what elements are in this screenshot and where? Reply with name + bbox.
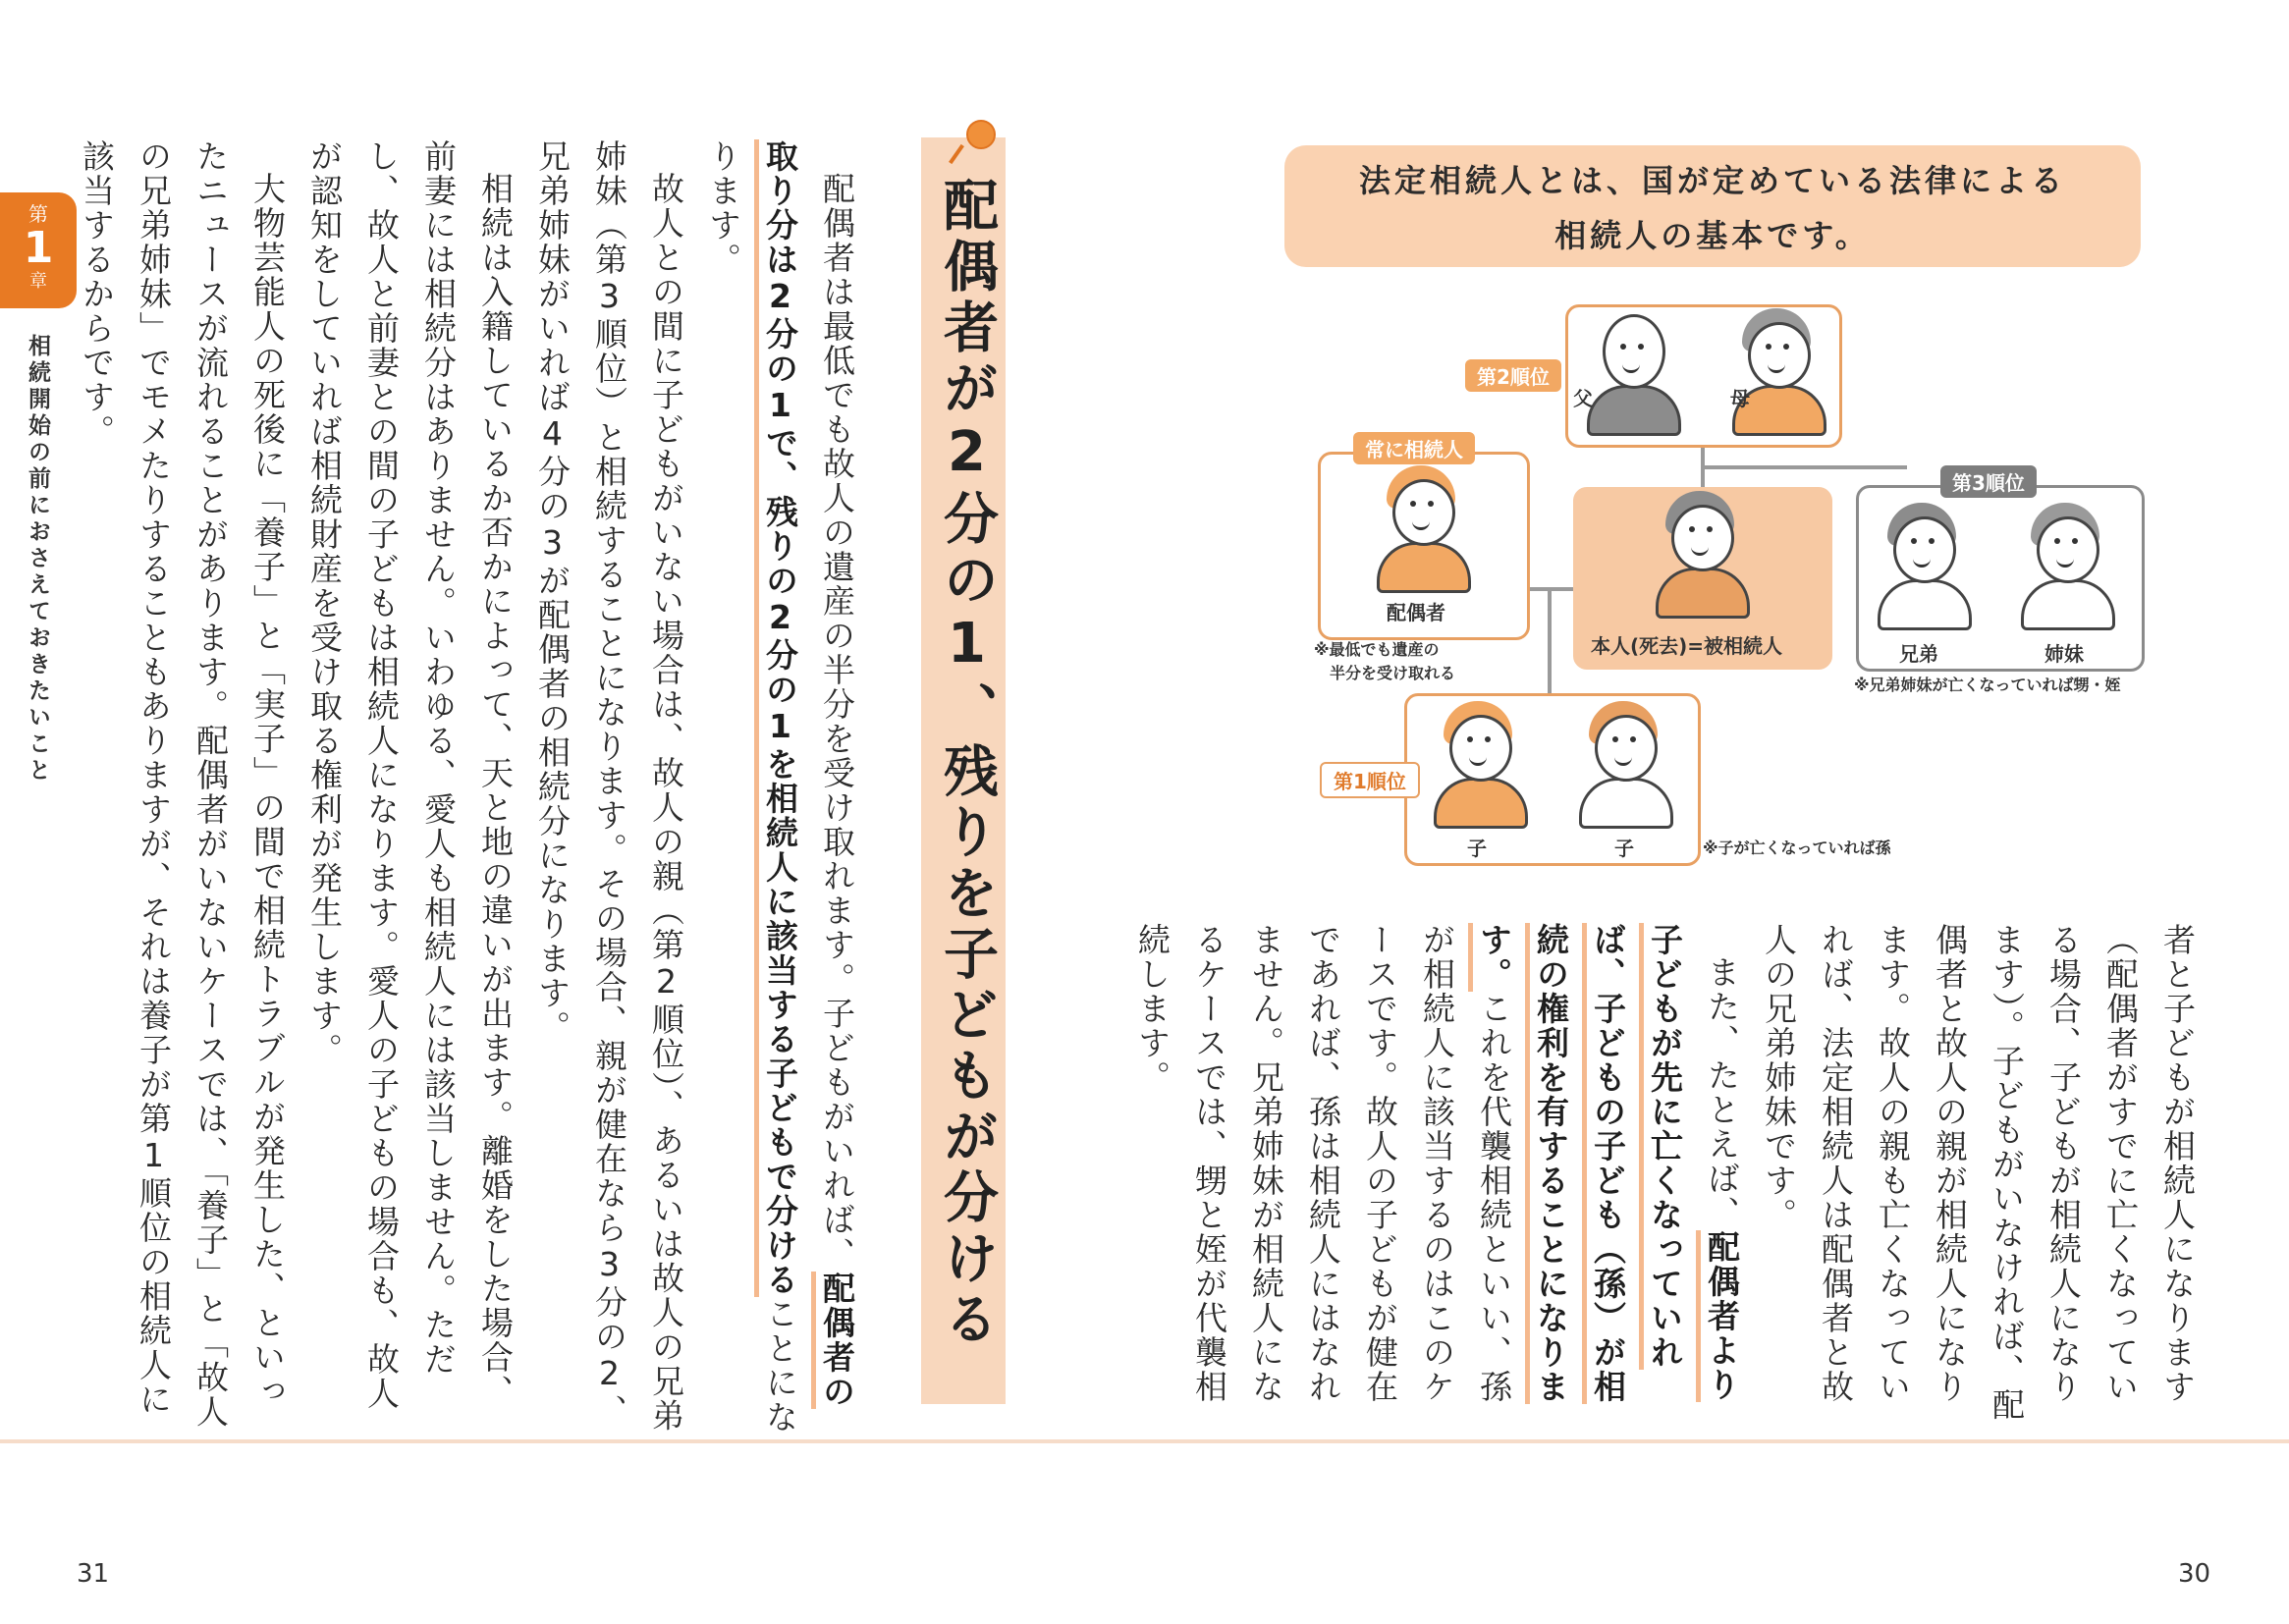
child-2-label: 子: [1614, 837, 1634, 860]
mother-illustration: [1732, 314, 1821, 432]
chapter-suffix: 章: [29, 271, 47, 292]
banner-line-1: 法定相続人とは、国が定めている法律による: [1358, 162, 2066, 199]
father-label: 父: [1573, 387, 1593, 410]
child-2-illustration: [1579, 707, 1667, 825]
always-heir-tag: 常に相続人: [1353, 432, 1475, 464]
banner-line-2: 相続人の基本です。: [1554, 217, 1871, 254]
deceased-label: 本人(死去)=被相続人: [1591, 634, 1783, 658]
connector-siblings: [1705, 465, 1907, 469]
child-1-label: 子: [1467, 837, 1487, 860]
left-page-body: [68, 139, 865, 1435]
mother-label: 母: [1730, 387, 1750, 410]
right-paragraph-1: 者と子どもが相続人になります（配偶者がすでに亡くなっている場合、子どもが相続人になります）。子どもがいなければ、配偶者と故人の親が相続人になります。故人の親も亡くなっていれば、法定相続人は配偶者と故人の兄弟姉妹です。: [1760, 923, 2197, 1423]
sister-label: 姉妹: [2044, 642, 2084, 666]
right-paragraph-2: また、たとえば、配偶者より子どもが先に亡くなっていれば、子どもの子ども（孫）が相続の権利を有することになります。これを代襲相続といい、孫が相続人に該当するのはこのケースです。故人の子どもが健在であれば、孫は相続人にはなれません。兄弟姉妹が相続人になるケースでは、甥と姪が代襲相続します。: [1133, 923, 1741, 1404]
pin-icon: [966, 120, 996, 149]
spouse-label: 配偶者: [1387, 601, 1445, 624]
sister-illustration: [2021, 509, 2109, 626]
page-number-right: 30: [2178, 1559, 2211, 1589]
second-rank-tag: 第2順位: [1465, 359, 1561, 392]
third-rank-tag: 第3順位: [1940, 465, 2037, 498]
chapter-prefix: 第: [28, 202, 48, 226]
section-heading: 配偶者が2分の1、残りを子どもが分ける: [935, 177, 999, 1351]
left-paragraph-1: 配偶者は最低でも故人の遺産の半分を受け取れます。子どもがいれば、配偶者の取り分は2分の1で、残りの2分の1を相続人に該当する子どもで分けることになります。: [704, 139, 856, 1435]
spouse-illustration: [1377, 471, 1465, 589]
child-note: ※子が亡くなっていれば孫: [1703, 839, 1891, 857]
child-1-illustration: [1434, 707, 1522, 825]
left-paragraph-3: 相続は入籍しているか否かによって、天と地の違いが出ます。離婚をした場合、前妻には相続分はありません。いわゆる、愛人も相続人には該当しません。ただし、故人と前妻との間の子どもは相続人になります。愛人の子どもの場合も、故人が認知をしていれば相続財産を受け取る権利が発生します。: [305, 139, 515, 1411]
summary-banner: [1284, 145, 2141, 267]
spouse-note-2: 半分を受け取れる: [1330, 664, 1456, 682]
deceased-illustration: [1656, 497, 1744, 615]
brother-illustration: [1878, 509, 1966, 626]
footer-rule: [0, 1439, 2289, 1443]
connector-children: [1548, 589, 1552, 697]
page-number-left: 31: [77, 1559, 110, 1589]
sibling-note: ※兄弟姉妹が亡くなっていれば甥・姪: [1854, 676, 2121, 694]
left-paragraph-2: 故人との間に子どもがいない場合は、故人の親（第2順位）、あるいは故人の兄弟姉妹（第3順位）と相続することになります。その場合、親が健在なら3分の2、兄弟姉妹がいれば4分の3が配偶者の相続分になります。: [533, 139, 685, 1434]
right-page-body: [1123, 923, 2206, 1434]
highlight-spouse-share: 配偶者の取り分は2分の1で、残りの2分の1を相続人に該当する子どもで分ける: [754, 139, 856, 1409]
chapter-number: 1: [23, 223, 54, 273]
chapter-title: 相続開始の前におさえておきたいこと: [25, 334, 50, 785]
father-illustration: [1587, 314, 1675, 432]
spouse-note-1: ※最低でも遺産の: [1314, 640, 1440, 659]
highlight-representation: 配偶者より子どもが先に亡くなっていれば、子どもの子ども（孫）が相続の権利を有することになります。: [1468, 923, 1741, 1404]
chapter-tab: [0, 192, 77, 308]
left-paragraph-4: 大物芸能人の死後に「養子」と「実子」の間で相続トラブルが発生した、といったニュースが流れることがあります。配偶者がいないケースでは、「養子」と「故人の兄弟姉妹」でモメたりすることもありますが、それは養子が第1順位の相続人に該当するからです。: [78, 139, 287, 1430]
first-rank-tag: 第1順位: [1320, 762, 1420, 798]
brother-label: 兄弟: [1899, 642, 1938, 666]
